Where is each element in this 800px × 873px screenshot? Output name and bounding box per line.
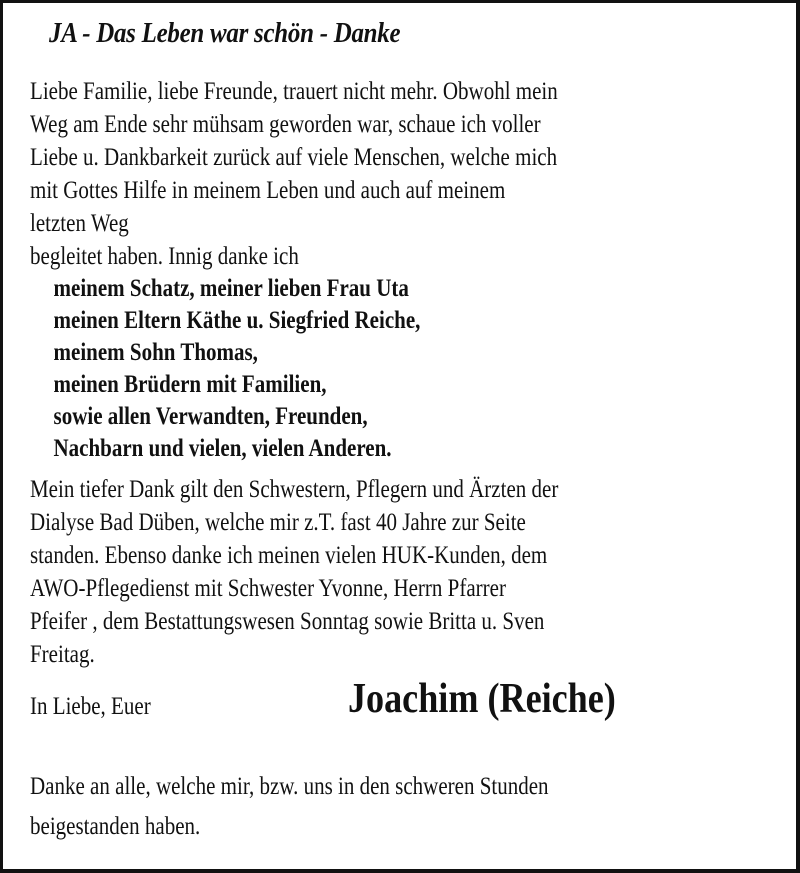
notice-title: JA - Das Leben war schön - Danke (49, 17, 401, 49)
gratitude-line: Freitag. (30, 641, 95, 668)
gratitude-line: Mein tiefer Dank gilt den Schwestern, Pflegern und Ärzten der (30, 476, 559, 503)
gratitude-line: standen. Ebenso danke ich meinen vielen HUK-Kunden, dem (30, 542, 548, 569)
signature: Joachim (Reiche) (348, 676, 616, 722)
gratitude-line: AWO-Pflegedienst mit Schwester Yvonne, Herrn Pfarrer (30, 575, 506, 602)
postscript-line: Danke an alle, welche mir, bzw. uns in den schweren Stunden (30, 773, 549, 800)
thanks-item: meinen Brüdern mit Familien, (53, 371, 327, 398)
intro-line: letzten Weg (30, 210, 129, 237)
thanks-item: meinen Eltern Käthe u. Siegfried Reiche, (53, 307, 421, 334)
notice-body (30, 75, 786, 671)
thanks-item: Nachbarn und vielen, vielen Anderen. (53, 435, 392, 462)
gratitude-line: Dialyse Bad Düben, welche mir z.T. fast 40 Jahre zur Seite (30, 509, 526, 536)
intro-line: Liebe Familie, liebe Freunde, trauert nicht mehr. Obwohl mein (30, 78, 558, 105)
postscript-line: beigestanden haben. (30, 813, 201, 840)
intro-line: mit Gottes Hilfe in meinem Leben und auch auf meinem (30, 177, 506, 204)
thanks-list (30, 273, 786, 465)
intro-line: Liebe u. Dankbarkeit zurück auf viele Menschen, welche mich (30, 144, 558, 171)
thanks-item: sowie allen Verwandten, Freunden, (53, 403, 368, 430)
spacer (30, 465, 786, 473)
closing-text: In Liebe, Euer (30, 693, 151, 720)
gratitude-line: Pfeifer , dem Bestattungswesen Sonntag sowie Britta u. Sven (30, 608, 545, 635)
thanks-item: meinem Sohn Thomas, (53, 339, 258, 366)
thanks-item: meinem Schatz, meiner lieben Frau Uta (53, 275, 409, 302)
closing-row (30, 675, 790, 735)
intro-line: begleitet haben. Innig danke ich (30, 243, 299, 270)
postscript (30, 767, 549, 847)
intro-line: Weg am Ende sehr mühsam geworden war, schaue ich voller (30, 111, 541, 138)
